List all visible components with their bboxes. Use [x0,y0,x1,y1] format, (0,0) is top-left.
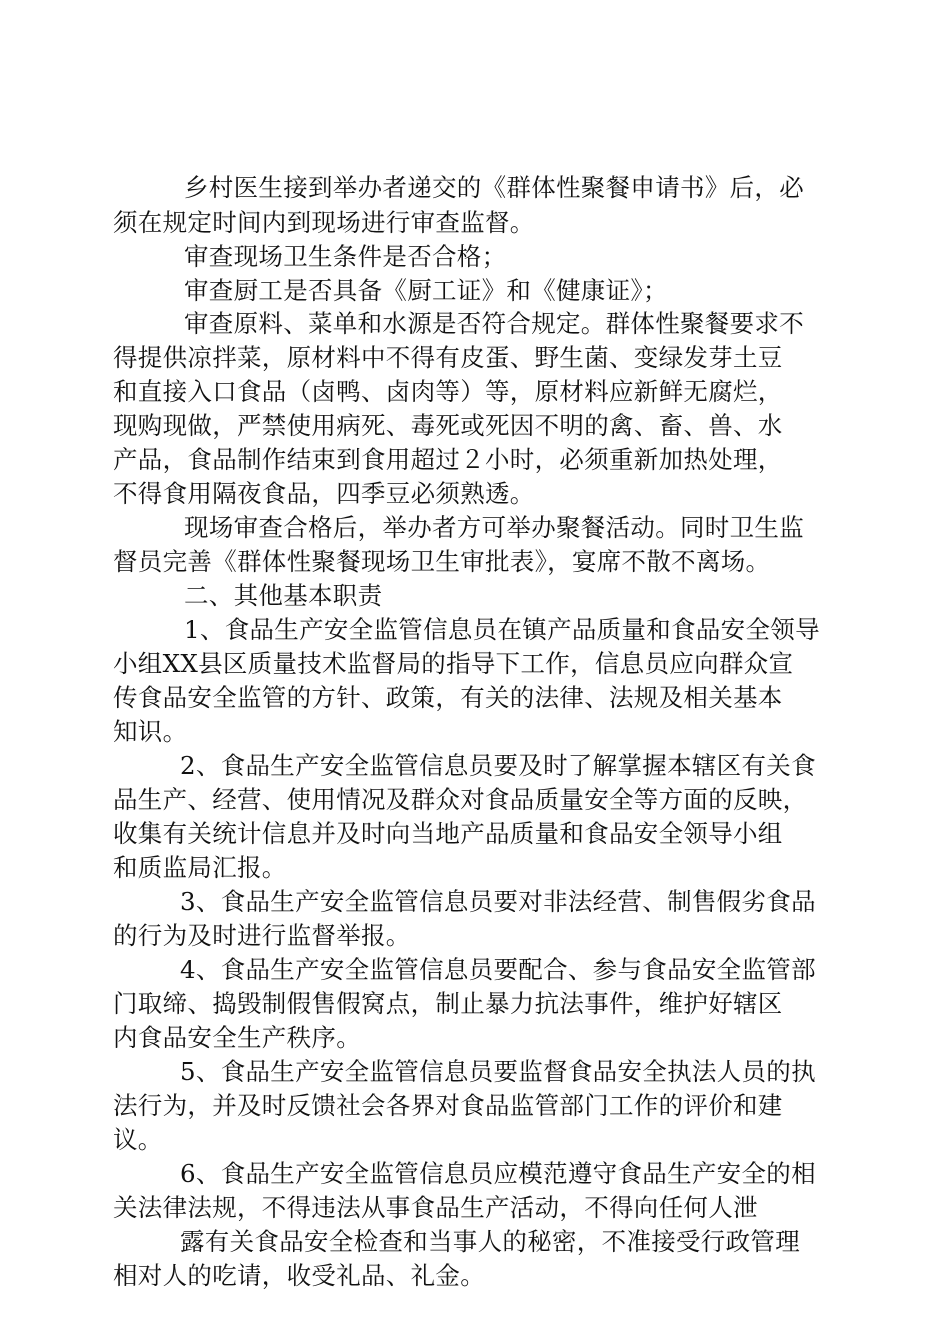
body-text-line: 审查原料、菜单和水源是否符合规定。群体性聚餐要求不 [184,309,804,338]
body-text-line: 得提供凉拌菜，原材料中不得有皮蛋、野生菌、变绿发芽土豆 [113,343,783,372]
body-text-line: 内食品安全生产秩序。 [113,1023,361,1052]
body-text-line: 和质监局汇报。 [113,853,287,882]
body-text-line: 知识。 [113,717,188,746]
body-text-line: 小组XX县区质量技术监督局的指导下工作，信息员应向群众宣 [113,649,794,678]
body-text-line: 督员完善《群体性聚餐现场卫生审批表》，宴席不散不离场。 [113,547,771,576]
body-text-line: 6、食品生产安全监管信息员应模范遵守食品生产安全的相 [180,1159,816,1188]
body-text-line: 关法律法规，不得违法从事食品生产活动，不得向任何人泄 [113,1193,758,1222]
body-text-line: 审查现场卫生条件是否合格； [184,242,507,271]
body-text-line: 审查厨工是否具备《厨工证》和《健康证》； [184,276,668,305]
body-text-line: 现购现做，严禁使用病死、毒死或死因不明的禽、畜、兽、水 [113,411,783,440]
body-text-line: 的行为及时进行监督举报。 [113,921,411,950]
body-text-line: 和直接入口食品（卤鸭、卤肉等）等，原材料应新鲜无腐烂， [113,377,783,406]
body-text-line: 议。 [113,1125,163,1154]
body-text-line: 5、食品生产安全监管信息员要监督食品安全执法人员的执 [180,1057,816,1086]
body-text-line: 4、食品生产安全监管信息员要配合、参与食品安全监管部 [180,955,816,984]
body-text-line: 2、食品生产安全监管信息员要及时了解掌握本辖区有关食 [180,751,816,780]
body-text-line: 须在规定时间内到现场进行审查监督。 [113,208,535,237]
body-text-line: 产品，食品制作结束到食用超过２小时，必须重新加热处理， [113,445,783,474]
body-text-line: 品生产、经营、使用情况及群众对食品质量安全等方面的反映， [113,785,808,814]
body-text-line: 露有关食品安全检查和当事人的秘密，不准接受行政管理 [180,1227,800,1256]
body-text-line: 法行为，并及时反馈社会各界对食品监管部门工作的评价和建 [113,1091,783,1120]
body-text-line: 不得食用隔夜食品，四季豆必须熟透。 [113,479,535,508]
body-text-line: 传食品安全监管的方针、政策，有关的法律、法规及相关基本 [113,683,783,712]
body-text-line: 1、食品生产安全监管信息员在镇产品质量和食品安全领导 [184,615,820,644]
body-text-line: 收集有关统计信息并及时向当地产品质量和食品安全领导小组 [113,819,783,848]
section-heading: 二、其他基本职责 [184,581,383,610]
body-text-line: 现场审查合格后，举办者方可举办聚餐活动。同时卫生监 [184,513,804,542]
body-text-line: 相对人的吃请，收受礼品、礼金。 [113,1261,485,1290]
body-text-line: 3、食品生产安全监管信息员要对非法经营、制售假劣食品 [180,887,816,916]
body-text-line: 乡村医生接到举办者递交的《群体性聚餐申请书》后，必 [184,173,804,202]
body-text-line: 门取缔、捣毁制假售假窝点，制止暴力抗法事件，维护好辖区 [113,989,783,1018]
